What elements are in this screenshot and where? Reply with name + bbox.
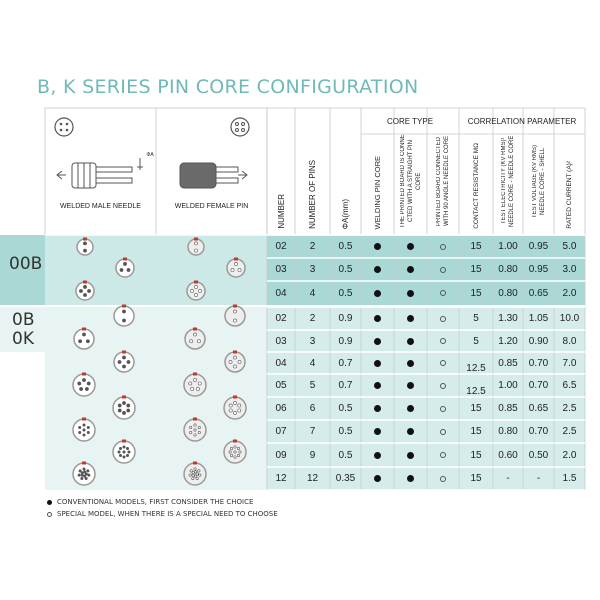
cell-resistance: 15 — [470, 426, 482, 437]
connector-0b-02-female-icon — [225, 305, 245, 327]
connector-00b-02-male-icon — [77, 238, 93, 256]
cell-resistance: 15 — [470, 264, 482, 275]
cell-tv_nn: 0.80 — [498, 426, 518, 437]
cell-current: 3.0 — [562, 264, 577, 275]
connector-0b-04-female-icon — [225, 351, 245, 373]
header-correlation-parameter: CORRELATION PARAMETER — [467, 116, 577, 126]
cell-phi: 0.5 — [338, 264, 353, 275]
connector-0b-05-female-icon — [184, 373, 206, 397]
header-number: NUMBER — [276, 194, 286, 229]
connector-0b-04-male-icon — [114, 351, 134, 373]
cell-resistance: 15 — [470, 403, 482, 414]
cell-resistance: 5 — [473, 313, 479, 324]
cell-tv_nn: 0.60 — [498, 449, 518, 461]
series-label-0k: 0K — [12, 329, 34, 349]
cell-tv_nn: 0.80 — [498, 287, 518, 299]
cell-tv_ns: 0.65 — [528, 403, 549, 414]
connector-0b-09-male-icon — [113, 440, 135, 464]
connector-0b-05-male-icon — [73, 373, 95, 397]
cell-phi: 0.5 — [338, 287, 353, 299]
cell-phi: 0.5 — [338, 403, 353, 414]
cell-current: 1.5 — [562, 473, 577, 484]
connector-0b-09-female-icon — [224, 440, 246, 464]
cell-number: 02 — [275, 313, 287, 324]
connector-0b-02-male-icon — [114, 305, 134, 327]
cell-tv_nn: 0.85 — [498, 403, 518, 414]
connector-0b-03-male-icon — [74, 328, 94, 350]
cell-pins: 6 — [309, 403, 316, 414]
cell-resistance: 15 — [470, 449, 482, 461]
header-phi-a: ΦA(mm) — [341, 198, 350, 229]
cell-number: 04 — [275, 287, 287, 299]
cell-current: 2.0 — [562, 287, 577, 299]
cell-tv_ns: - — [536, 473, 541, 484]
connector-0b-12-male-icon — [73, 462, 95, 486]
cell-phi: 0.35 — [335, 473, 356, 484]
series-label-0b: 0B — [12, 310, 35, 330]
cell-tv_nn: 1.30 — [498, 313, 518, 324]
cell-phi: 0.7 — [338, 380, 353, 391]
cell-number: 04 — [275, 357, 287, 369]
hollow-dot-icon — [47, 512, 52, 517]
cell-phi: 0.7 — [338, 357, 353, 369]
cell-current: 5.0 — [562, 241, 577, 252]
filled-dot-icon — [47, 500, 52, 505]
page-title: B, K SERIES PIN CORE CONFIGURATION — [37, 76, 419, 98]
cell-current: 2.0 — [562, 449, 577, 461]
connector-00b-02-female-icon — [188, 238, 204, 256]
cell-resistance: 5 — [473, 335, 479, 347]
cell-tv_ns: 0.95 — [528, 241, 549, 252]
header-printed-board-90: PRINTED BOARD CONNECTED WITH 90 ANGLE NEEDLE CORE — [436, 135, 450, 227]
cell-pins: 4 — [309, 357, 316, 369]
cell-tv_ns: 0.70 — [528, 426, 549, 437]
cell-phi: 0.5 — [338, 241, 353, 252]
series-label-00b: 00B — [9, 254, 43, 274]
header-test-electricity: TEST ELECTRICITY (KV RMS)¹ NEEDLE CORE - NEEDLE CORE — [501, 135, 515, 227]
header-printed-board-straight: THE PRINTED BOARD IS CONNE CTED WITH A STRAIGHT PIN CORE — [399, 134, 422, 228]
cell-tv_ns: 0.95 — [528, 264, 549, 275]
header-contact-resistance: CONTACT RESISTANCE MΩ — [472, 143, 480, 229]
cell-number: 02 — [275, 241, 287, 252]
cell-tv_nn: 1.00 — [498, 380, 518, 391]
cell-current: 2.5 — [562, 403, 577, 414]
cell-tv_ns: 0.90 — [528, 335, 549, 347]
header-number-of-pins: NUMBER OF PINS — [308, 160, 317, 229]
cell-current: 8.0 — [562, 335, 577, 347]
cell-tv_nn: 1.00 — [498, 241, 518, 252]
connector-00b-03-female-icon — [227, 258, 245, 278]
header-core-type: CORE TYPE — [386, 116, 434, 126]
cell-current: 10.0 — [559, 313, 580, 324]
header-test-voltage: TEST VOLTAGE (KV RMS) NEEDLE CORE - SHELL — [531, 144, 546, 218]
cell-phi: 0.9 — [338, 313, 353, 324]
cell-phi: 0.5 — [338, 426, 353, 437]
cell-tv_nn: 0.80 — [498, 264, 518, 275]
cell-current: 6.5 — [562, 380, 577, 391]
connector-0b-07-female-icon — [184, 418, 206, 442]
cell-phi: 0.5 — [338, 449, 353, 461]
connector-0b-03-female-icon — [185, 328, 205, 350]
male-needle-label: WELDED MALE NEEDLE — [60, 202, 141, 210]
legend-conventional — [47, 498, 253, 506]
cell-number: 03 — [275, 335, 287, 347]
cell-number: 07 — [275, 426, 287, 437]
cell-number: 12 — [275, 473, 287, 484]
connector-00b-03-male-icon — [116, 258, 134, 278]
cell-pins: 12 — [306, 473, 319, 484]
legend-conventional-text: CONVENTIONAL MODELS, FIRST CONSIDER THE CHOICE — [57, 498, 254, 506]
cell-tv_nn: 1.20 — [498, 335, 518, 347]
cell-tv_nn: 0.85 — [498, 357, 518, 369]
cell-number: 06 — [275, 403, 287, 414]
cell-pins: 5 — [309, 380, 316, 391]
cell-number: 09 — [275, 449, 287, 461]
cell-tv_ns: 0.70 — [528, 380, 549, 391]
connector-0b-12-female-icon — [184, 462, 206, 486]
legend-special — [47, 510, 278, 518]
cell-pins: 9 — [309, 449, 316, 461]
cell-tv_ns: 1.05 — [528, 313, 549, 324]
header-welding-pin-core: WELDING PIN CORE — [373, 155, 382, 229]
cell-pins: 2 — [309, 241, 316, 252]
cell-pins: 3 — [309, 264, 316, 275]
cell-tv_ns: 0.65 — [528, 287, 549, 299]
female-pin-label: WELDED FEMALE PIN — [174, 202, 249, 210]
header-rated-current: RATED CURRENT (A)² — [566, 161, 573, 229]
cell-current: 7.0 — [562, 357, 577, 369]
cell-resistance: 15 — [470, 473, 482, 484]
cell-resistance: 12.5 — [466, 363, 486, 374]
cell-pins: 3 — [309, 335, 316, 347]
phi-a-dimension: ΦA — [146, 152, 154, 158]
cell-resistance: 12.5 — [466, 386, 486, 397]
cell-number: 05 — [275, 380, 287, 391]
cell-resistance: 15 — [470, 287, 482, 299]
cell-tv_nn: - — [506, 473, 510, 484]
connector-00b-04-female-icon — [187, 281, 205, 301]
connector-00b-04-male-icon — [76, 281, 94, 301]
cell-tv_ns: 0.50 — [528, 449, 549, 461]
cell-pins: 7 — [309, 426, 316, 437]
connector-0b-07-male-icon — [73, 418, 95, 442]
connector-0b-06-male-icon — [113, 396, 135, 420]
cell-current: 2.5 — [562, 426, 577, 437]
legend-special-text: SPECIAL MODEL, WHEN THERE IS A SPECIAL NEED TO CHOOSE — [57, 510, 278, 518]
cell-pins: 4 — [309, 287, 316, 299]
cell-phi: 0.9 — [338, 335, 353, 347]
connector-0b-06-female-icon — [224, 396, 246, 420]
cell-number: 03 — [275, 264, 287, 275]
cell-resistance: 15 — [470, 241, 482, 252]
cell-tv_ns: 0.70 — [528, 357, 549, 369]
cell-pins: 2 — [309, 313, 316, 324]
